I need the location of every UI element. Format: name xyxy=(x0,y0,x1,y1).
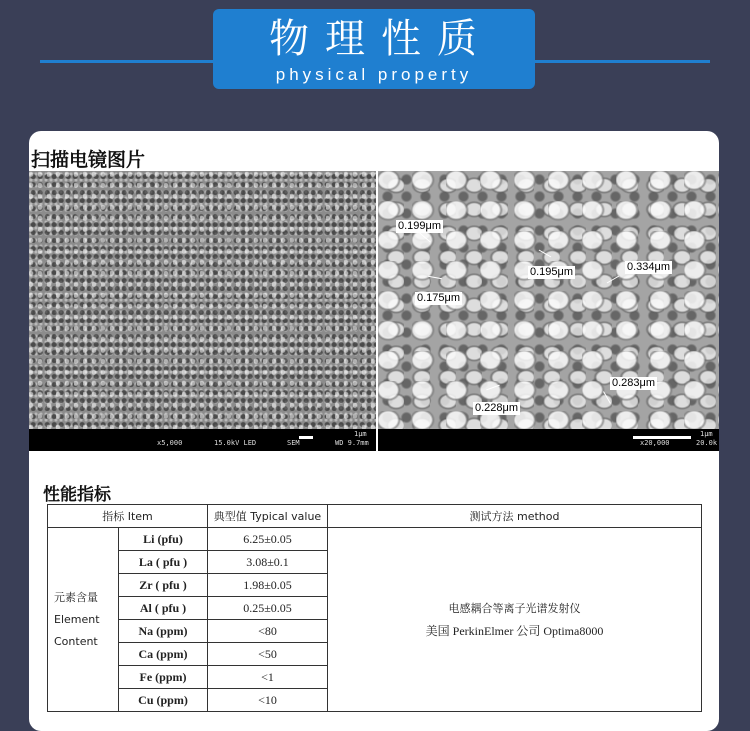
typical-value: 3.08±0.1 xyxy=(208,551,328,574)
typical-value: <1 xyxy=(208,666,328,689)
element-name: Al ( pfu ) xyxy=(119,597,208,620)
typical-value: 0.25±0.05 xyxy=(208,597,328,620)
measurement-label: 0.199μm xyxy=(398,220,442,232)
sem-info-bar xyxy=(29,429,376,451)
element-name: Fe (ppm) xyxy=(119,666,208,689)
header-banner xyxy=(213,9,535,89)
sem-scale-bar xyxy=(299,436,313,439)
table-row xyxy=(48,528,702,551)
measurement-marker xyxy=(539,250,552,258)
spec-section-title: 性能指标 xyxy=(43,485,111,505)
content-card xyxy=(29,131,719,731)
measurement-label: 0.175μm xyxy=(417,292,461,304)
spec-table xyxy=(47,504,702,712)
measurement-marker xyxy=(607,276,620,284)
typical-value: 6.25±0.05 xyxy=(208,528,328,551)
measurement-marker xyxy=(419,233,430,243)
element-name: Cu (ppm) xyxy=(119,689,208,712)
sem-magnification: x5,000 xyxy=(157,439,183,447)
typical-value: <80 xyxy=(208,620,328,643)
sem-image-low-magnification xyxy=(29,171,376,451)
measurement-label: 0.228μm xyxy=(475,402,519,414)
page-subtitle: physical property xyxy=(275,65,473,84)
measurement-marker xyxy=(603,391,611,404)
sem-image-high-magnification xyxy=(378,171,719,451)
element-name: Na (ppm) xyxy=(119,620,208,643)
test-method xyxy=(328,528,702,712)
sem-magnification: x20,000 xyxy=(640,439,670,447)
measurement-marker xyxy=(428,276,442,279)
column-header-typical: 典型值 Typical value xyxy=(208,505,328,528)
typical-value: <50 xyxy=(208,643,328,666)
sem-scale-label: 1μm xyxy=(354,430,367,438)
sem-mode: SEM xyxy=(287,439,300,447)
sem-voltage: 15.0kV LED xyxy=(214,439,257,447)
sem-scale-bar xyxy=(633,436,691,439)
group-label-en-2: Content xyxy=(54,634,98,648)
table-header-row xyxy=(48,505,702,528)
page-title: 物理性质 xyxy=(269,16,493,62)
method-instrument: 电感耦合等离子光谱发射仪 xyxy=(448,601,581,615)
measurement-label: 0.195μm xyxy=(530,266,574,278)
measurement-label: 0.283μm xyxy=(612,377,656,389)
sem-info-bar xyxy=(378,429,719,451)
typical-value: 1.98±0.05 xyxy=(208,574,328,597)
element-name: Li (pfu) xyxy=(119,528,208,551)
sem-voltage: 20.0k xyxy=(696,439,718,447)
measurement-label: 0.334μm xyxy=(627,261,671,273)
sem-scale-label: 1μm xyxy=(700,430,713,438)
sem-working-distance: WD 9.7mm xyxy=(335,439,369,447)
element-content-group xyxy=(48,528,119,712)
group-label-cn: 元素含量 xyxy=(54,590,98,604)
typical-value: <10 xyxy=(208,689,328,712)
method-manufacturer: 美国 PerkinElmer 公司 Optima8000 xyxy=(425,623,604,638)
column-header-method: 测试方法 method xyxy=(328,505,702,528)
column-header-item: 指标 Item xyxy=(48,505,208,528)
measurement-marker xyxy=(486,385,499,391)
sem-section-title: 扫描电镜图片 xyxy=(31,149,146,171)
element-name: Zr ( pfu ) xyxy=(119,574,208,597)
group-label-en-1: Element xyxy=(54,612,100,626)
element-name: La ( pfu ) xyxy=(119,551,208,574)
element-name: Ca (ppm) xyxy=(119,643,208,666)
